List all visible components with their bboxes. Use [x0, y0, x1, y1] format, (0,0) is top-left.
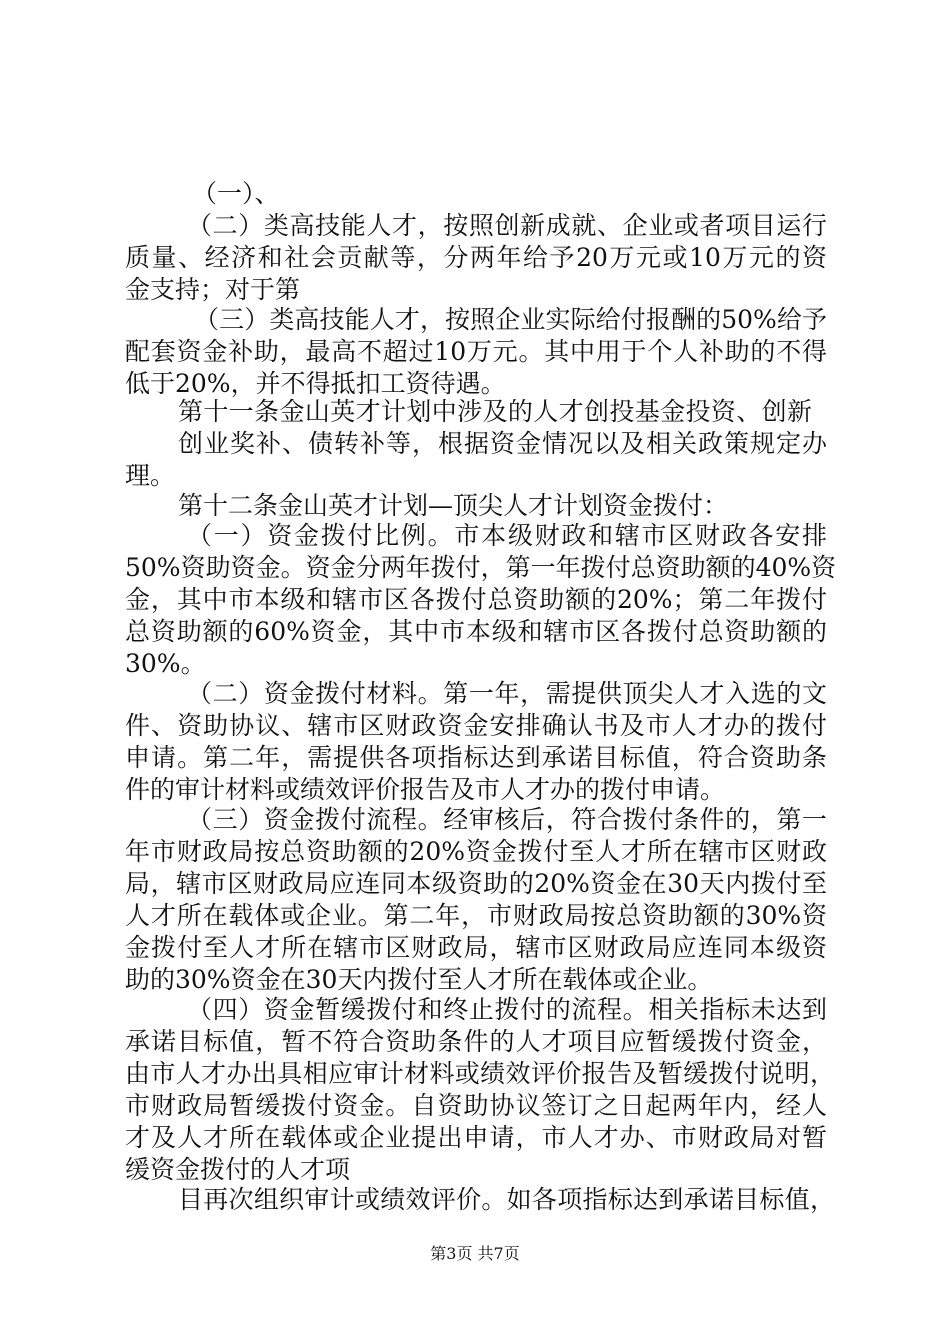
text-line: 件、资助协议、辖市区财政资金安排确认书及市人才办的拨付 [125, 711, 827, 740]
text-line: 目再次组织审计或绩效评价。如各项指标达到承诺目标值， [178, 1185, 835, 1214]
text-line: （三）资金拨付流程。经审核后，符合拨付条件的，第一 [187, 805, 827, 834]
text-line: 由市人才办出具相应审计材料或绩效评价报告及暂缓拨付说明， [125, 1059, 835, 1088]
text-line: （一）、 [192, 179, 280, 208]
text-line: 50%资助资金。资金分两年拨付，第一年拨付总资助额的40%资 [125, 553, 837, 582]
text-line: （四）资金暂缓拨付和终止拨付的流程。相关指标未达到 [187, 995, 827, 1024]
text-line: 金支持；对于第 [125, 275, 301, 304]
text-line: 局，辖市区财政局应连同本级资助的20%资金在30天内拨付至 [125, 869, 827, 898]
text-line: 创业奖补、债转补等，根据资金情况以及相关政策规定办 [178, 429, 827, 458]
text-line: （二）类高技能人才，按照创新成就、企业或者项目运行 [187, 211, 827, 240]
text-line: 承诺目标值，暂不符合资助条件的人才项目应暂缓拨付资金， [125, 1027, 827, 1056]
text-line: 市财政局暂缓拨付资金。自资助协议签订之日起两年内，经人 [125, 1091, 827, 1120]
text-line: 年市财政局按总资助额的20%资金拨付至人才所在辖市区财政 [125, 837, 827, 866]
text-line: 金，其中市本级和辖市区各拨付总资助额的20%；第二年拨付 [125, 585, 827, 614]
text-line: （二）资金拨付材料。第一年，需提供顶尖人才入选的文 [187, 679, 827, 708]
text-line: （三）类高技能人才，按照企业实际给付报酬的50%给予 [194, 305, 827, 334]
text-line: （一）资金拨付比例。市本级财政和辖市区财政各安排 [187, 521, 827, 550]
text-line: 申请。第二年，需提供各项指标达到承诺目标值，符合资助条 [125, 743, 827, 772]
text-line: 低于20%，并不得抵扣工资待遇。 [125, 369, 506, 398]
text-line: 才及人才所在载体或企业提出申请，市人才办、市财政局对暂 [125, 1123, 827, 1152]
text-line: 总资助额的60%资金，其中市本级和辖市区各拨付总资助额的 [125, 617, 827, 646]
text-line: 配套资金补助，最高不超过10万元。其中用于个人补助的不得 [125, 337, 827, 366]
text-line: 件的审计材料或绩效评价报告及市人才办的拨付申请。 [125, 775, 726, 804]
text-line: 质量、经济和社会贡献等，分两年给予20万元或10万元的资 [125, 243, 827, 272]
text-line: 缓资金拨付的人才项 [125, 1155, 351, 1184]
text-line: 第十一条金山英才计划中涉及的人才创投基金投资、创新 [178, 397, 812, 426]
page-number: 第3页 共7页 [430, 1244, 520, 1263]
section-heading: 第十二条金山英才计划—顶尖人才计划资金拨付： [178, 491, 729, 520]
text-line: 理。 [125, 461, 176, 490]
text-line: 金拨付至人才所在辖市区财政局，辖市区财政局应连同本级资 [125, 933, 827, 962]
text-line: 助的30%资金在30天内拨付至人才所在载体或企业。 [125, 965, 713, 994]
text-line: 30%。 [125, 649, 206, 678]
text-line: 人才所在载体或企业。第二年，市财政局按总资助额的30%资 [125, 901, 827, 930]
